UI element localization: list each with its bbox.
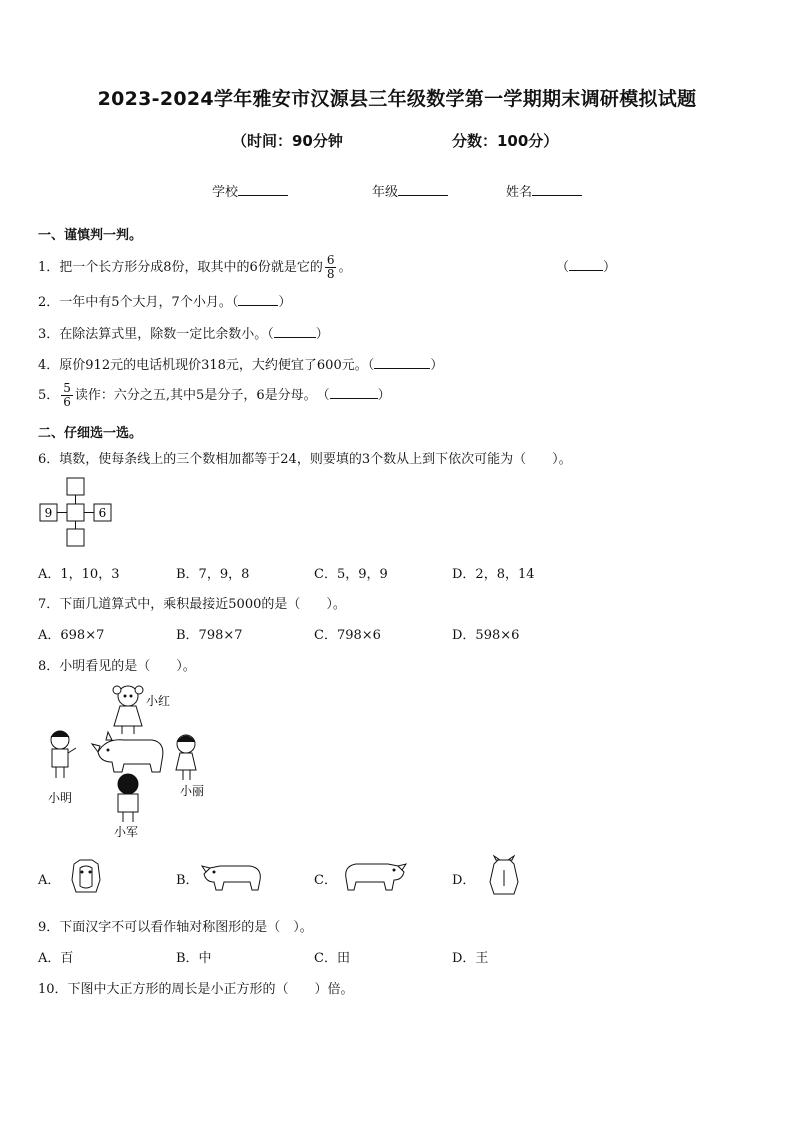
name-field bbox=[506, 181, 582, 200]
rhino-front-view-icon[interactable] bbox=[66, 856, 106, 896]
exam-score: 分数：100分） bbox=[452, 132, 559, 150]
q6-option-b[interactable]: B．7，9，8 bbox=[176, 567, 250, 582]
school-label: 学校 bbox=[212, 185, 239, 200]
grade-label: 年级 bbox=[372, 185, 399, 200]
q7-option-b[interactable]: B．798×7 bbox=[176, 628, 243, 643]
q7-option-d[interactable]: D．598×6 bbox=[452, 628, 520, 643]
q6-option-a[interactable]: A．1，10，3 bbox=[38, 567, 120, 582]
rhino-back-view-icon[interactable] bbox=[486, 856, 522, 896]
question-4: 4．原价912元的电话机现价318元，大约便宜了600元。（ ） bbox=[38, 358, 444, 373]
grade-blank[interactable] bbox=[398, 183, 448, 196]
q8-option-d[interactable]: D． bbox=[452, 873, 476, 888]
q9-option-a[interactable]: A．百 bbox=[38, 951, 74, 966]
section-2-title: 二、仔细选一选。 bbox=[38, 426, 143, 441]
q6-option-c[interactable]: C．5，9，9 bbox=[314, 567, 388, 582]
question-1-answer[interactable]: （ ） bbox=[556, 260, 617, 275]
grade-field bbox=[372, 181, 448, 200]
children-rhino-scene bbox=[40, 680, 230, 840]
top-box[interactable] bbox=[67, 478, 84, 495]
question-9: 9．下面汉字不可以看作轴对称图形的是（ ）。 bbox=[38, 920, 313, 935]
name-xiaohong: 小红 bbox=[146, 694, 171, 708]
question-8: 8．小明看见的是（ ）。 bbox=[38, 659, 196, 674]
rhino-figure bbox=[92, 732, 163, 772]
boy-left-figure bbox=[51, 731, 76, 778]
page-title: 2023-2024学年雅安市汉源县三年级数学第一学期期末调研模拟试题 bbox=[97, 88, 697, 110]
question-6: 6．填数，使每条线上的三个数相加都等于24，则要填的3个数从上到下依次可能为（ ）。 bbox=[38, 452, 572, 467]
center-box[interactable] bbox=[67, 504, 84, 521]
answer-blank[interactable] bbox=[274, 325, 316, 338]
school-field bbox=[212, 181, 288, 200]
boy-bottom-figure bbox=[118, 774, 138, 822]
name-blank[interactable] bbox=[532, 183, 582, 196]
girl-top-figure bbox=[113, 686, 143, 734]
question-3: 3．在除法算式里，除数一定比余数小。（ ） bbox=[38, 327, 329, 342]
name-label: 姓名 bbox=[506, 185, 533, 200]
q8-option-a[interactable]: A． bbox=[38, 873, 61, 888]
answer-blank[interactable] bbox=[330, 386, 378, 399]
right-number: 6 bbox=[98, 506, 107, 520]
q8-option-b[interactable]: B． bbox=[176, 873, 199, 888]
question-10: 10．下图中大正方形的周长是小正方形的（ ）倍。 bbox=[38, 982, 354, 997]
q7-option-a[interactable]: A．698×7 bbox=[38, 628, 105, 643]
rhino-left-view-icon[interactable] bbox=[200, 858, 266, 894]
answer-blank[interactable] bbox=[374, 356, 430, 369]
bottom-box[interactable] bbox=[67, 529, 84, 546]
left-number: 9 bbox=[44, 506, 53, 520]
name-xiaojun: 小军 bbox=[114, 825, 139, 839]
q9-option-c[interactable]: C．田 bbox=[314, 951, 350, 966]
answer-blank[interactable] bbox=[238, 293, 278, 306]
section-1-title: 一、谨慎判一判。 bbox=[38, 228, 143, 243]
question-7: 7．下面几道算式中，乘积最接近5000的是（ ）。 bbox=[38, 597, 346, 612]
exam-time: （时间：90分钟 bbox=[232, 132, 343, 150]
question-2: 2．一年中有5个大月，7个小月。（ ） bbox=[38, 295, 292, 310]
answer-blank[interactable] bbox=[569, 258, 603, 271]
fraction-5-6: $\frac{5}{6}$ bbox=[63, 381, 71, 409]
q8-option-c[interactable]: C． bbox=[314, 873, 337, 888]
name-xiaoli: 小丽 bbox=[180, 784, 205, 798]
school-blank[interactable] bbox=[238, 183, 288, 196]
rhino-right-view-icon[interactable] bbox=[338, 856, 408, 894]
question-5: 5． $\frac{5}{6}$ 读作：六分之五,其中5是分子，6是分母。 （ ） bbox=[38, 381, 391, 409]
girl-right-figure bbox=[176, 735, 196, 780]
name-xiaoming: 小明 bbox=[48, 791, 73, 805]
q7-option-c[interactable]: C．798×6 bbox=[314, 628, 381, 643]
cross-diagram bbox=[38, 476, 118, 548]
question-1: 1．把一个长方形分成8份，取其中的6份就是它的 $\frac{6}{8}$ 。 bbox=[38, 253, 352, 281]
q6-option-d[interactable]: D．2，8，14 bbox=[452, 567, 535, 582]
question-1-text: 1．把一个长方形分成8份，取其中的6份就是它的 bbox=[38, 260, 323, 275]
q9-option-b[interactable]: B．中 bbox=[176, 951, 212, 966]
q9-option-d[interactable]: D．王 bbox=[452, 951, 489, 966]
fraction-6-8: $\frac{6}{8}$ bbox=[326, 253, 335, 281]
